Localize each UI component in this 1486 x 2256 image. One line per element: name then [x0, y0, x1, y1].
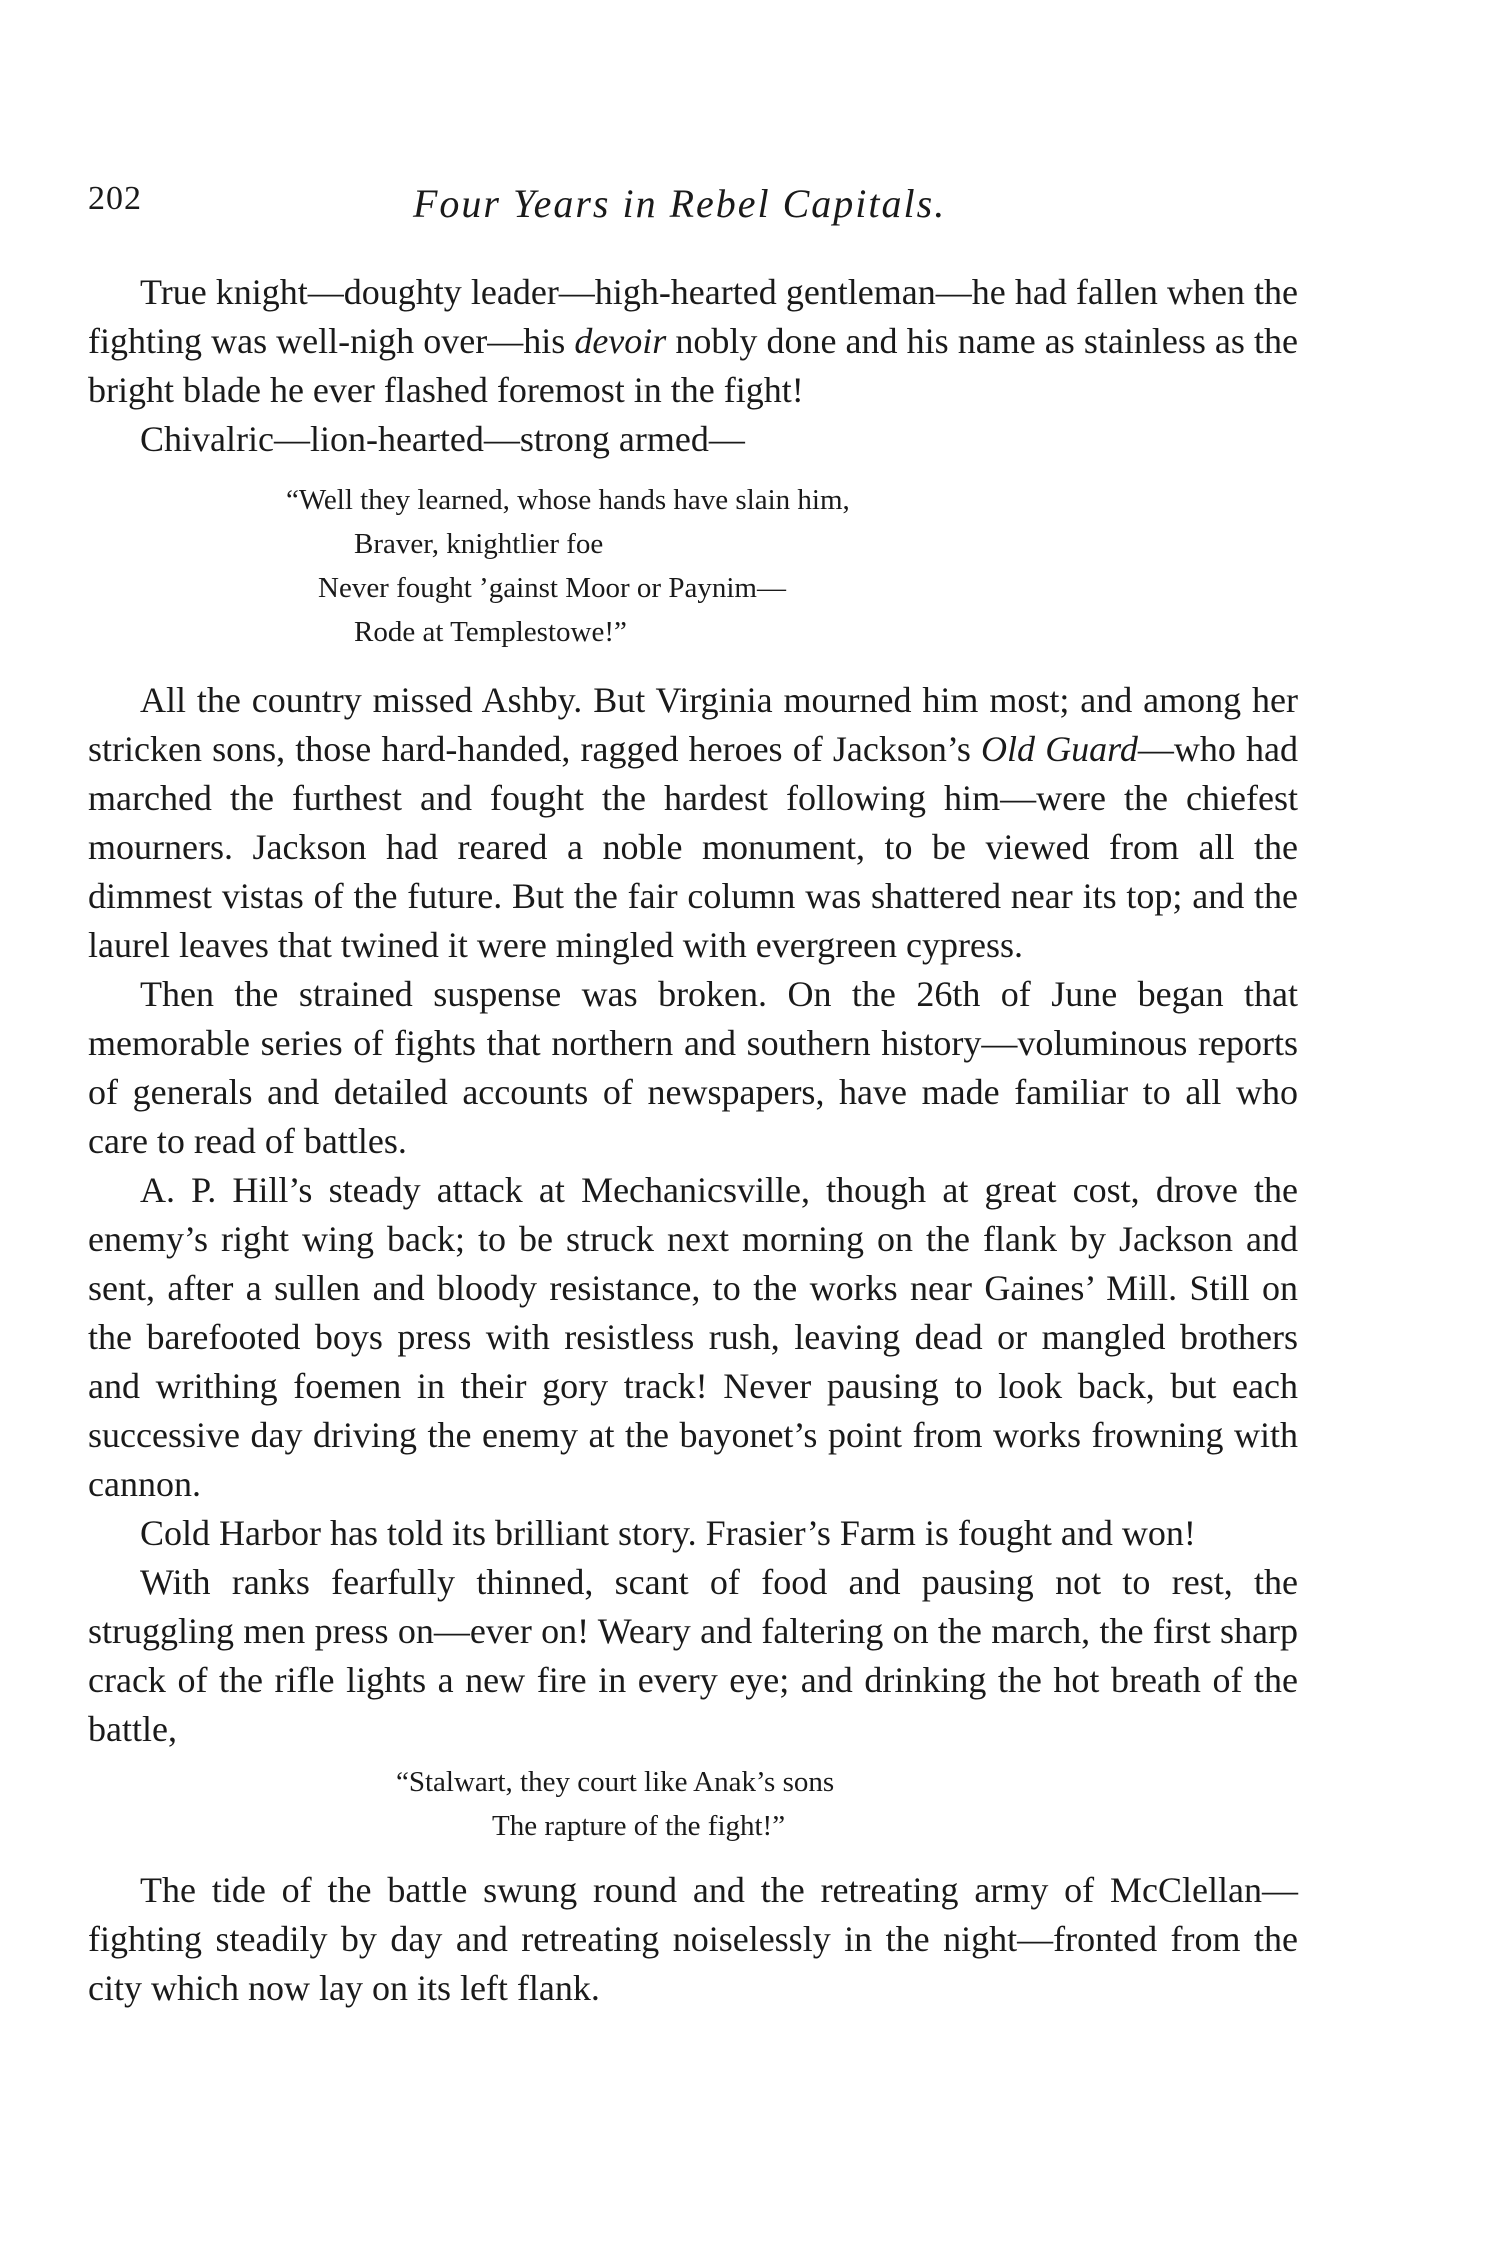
- paragraph-ashby-tribute: True knight—doughty leader—high-hearted gentleman—he had fallen when the fighting was well-nigh over—his devoir nobly done and his name as stainless as the bright blade he ever flashed foremost in the fight!: [88, 272, 1298, 410]
- verse-line: “Well they learned, whose hands have slain him,: [286, 484, 850, 516]
- verse-line: Braver, knightlier foe: [354, 528, 604, 560]
- paragraph-chivalric: Chivalric—lion-hearted—strong armed—: [140, 419, 745, 459]
- paragraph-cold-harbor: Cold Harbor has told its brilliant story. Frasier’s Farm is fought and won!: [140, 1513, 1196, 1553]
- page-header: [88, 180, 1298, 230]
- verse-line: Rode at Templestowe!”: [354, 616, 627, 648]
- paragraph-mechanicsville: A. P. Hill’s steady attack at Mechanicsville, though at great cost, drove the enemy’s right wing back; to be struck next morning on the flank by Jackson and sent, after a sullen and bloody resistance, to the works near Gaines’ Mill. Still on the barefooted boys press with resistless rush, leaving dead or mangled brothers and writhing foemen in their gory track! Never pausing to look back, but each successive day driving the enemy at the bayonet’s point from works frowning with cannon.: [88, 1170, 1298, 1504]
- italic-old-guard: Old Guard: [981, 729, 1138, 769]
- paragraph-ranks-thinned: With ranks fearfully thinned, scant of food and pausing not to rest, the struggling men press on—ever on! Weary and faltering on the march, the first sharp crack of the rifle lights a new fire in every eye; and drinking the hot breath of the battle,: [88, 1562, 1298, 1749]
- running-title: Four Years in Rebel Capitals.: [413, 181, 947, 226]
- paragraph-tide-of-battle: The tide of the battle swung round and the retreating army of McClellan—fighting steadily by day and retreating noiselessly in the night—fronted from the city which now lay on its left flank.: [88, 1870, 1298, 2008]
- verse-line: The rapture of the fight!”: [492, 1810, 786, 1842]
- page-number: 202: [88, 180, 142, 217]
- italic-devoir: devoir: [574, 321, 667, 361]
- paragraph-suspense-broken: Then the strained suspense was broken. On the 26th of June began that memorable series of fights that northern and southern history—voluminous reports of generals and detailed accounts of newspapers, have made familiar to all who care to read of battles.: [88, 974, 1298, 1161]
- verse-line: “Stalwart, they court like Anak’s sons: [396, 1766, 835, 1798]
- body-text: [88, 268, 1298, 2013]
- paragraph-country-missed-ashby: All the country missed Ashby. But Virginia mourned him most; and among her stricken sons, those hard-handed, ragged heroes of Jackson’s Old Guard—who had marched the furthest and fought the hardest following him—were the chiefest mourners. Jackson had reared a noble monument, to be viewed from all the dimmest vistas of the future. But the fair column was shattered near its top; and the laurel leaves that twined it were mingled with evergreen cypress.: [88, 680, 1299, 965]
- verse-quote-ashby: [88, 478, 1298, 654]
- verse-line: Never fought ’gainst Moor or Paynim—: [318, 572, 786, 604]
- verse-quote-anak: [88, 1760, 1298, 1848]
